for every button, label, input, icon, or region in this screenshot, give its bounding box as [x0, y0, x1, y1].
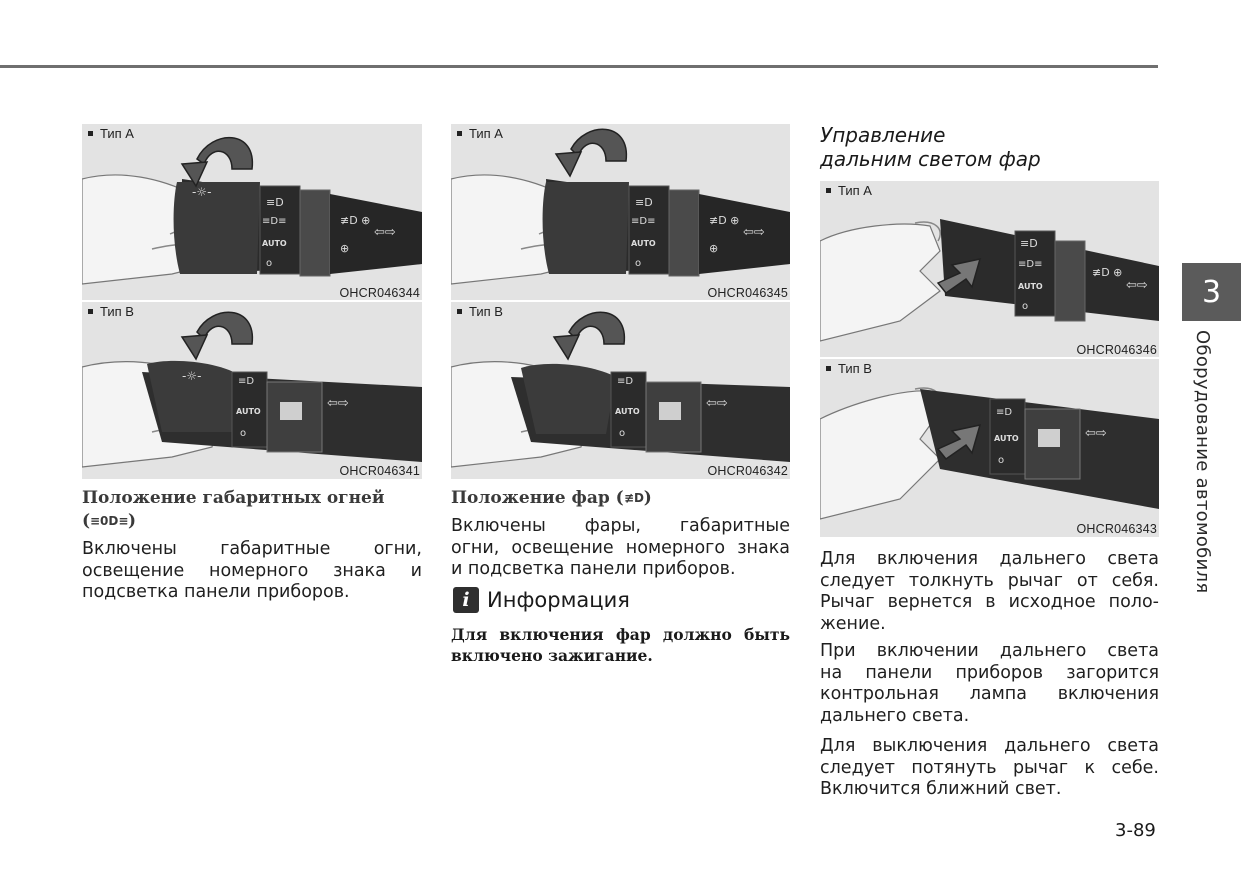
info-title: Информация: [487, 588, 630, 612]
svg-text:-☼-: -☼-: [192, 185, 212, 199]
svg-text:⊕: ⊕: [709, 242, 719, 255]
svg-text:≡D: ≡D: [996, 407, 1013, 418]
text-line: следует толкнуть рычаг от себя.: [820, 570, 1159, 591]
svg-text:≡D≡: ≡D≡: [1018, 259, 1043, 270]
svg-text:AUTO: AUTO: [615, 407, 640, 416]
svg-text:o: o: [619, 428, 626, 439]
heading-paren: ): [643, 488, 652, 508]
svg-text:≡D: ≡D: [617, 376, 634, 387]
position-lamp-icon: [90, 512, 128, 528]
headlamp-icon: [624, 489, 644, 505]
figure-type-b-headlamp: [451, 302, 790, 479]
title-line: дальним светом фар: [820, 147, 1041, 171]
text-line: Включены габаритные огни,: [82, 539, 422, 559]
svg-text:⇦⇨: ⇦⇨: [374, 225, 396, 240]
figure-type-a-high-beam: [820, 181, 1159, 358]
figure-code: OHCR046342: [707, 464, 788, 478]
title-line: Управление: [820, 123, 946, 147]
figure-code: OHCR046344: [339, 286, 420, 300]
stalk-illustration: [820, 359, 1159, 537]
svg-text:o: o: [1022, 301, 1029, 312]
heading-paren: (: [82, 511, 91, 531]
svg-text:≢D ⊕: ≢D ⊕: [340, 214, 371, 227]
text-line: следует потянуть рычаг к себе.: [820, 757, 1159, 778]
text-line: Включены фары, габаритные: [451, 516, 790, 536]
text-line: и подсветка панели приборов.: [451, 559, 736, 579]
section-heading-position-lamps: [82, 487, 422, 533]
figure-type-b-high-beam: [820, 359, 1159, 537]
svg-text:⇦⇨: ⇦⇨: [327, 396, 349, 411]
figure-code: OHCR046341: [339, 464, 420, 478]
text-line: Включится ближний свет.: [820, 779, 1062, 799]
svg-text:≡D≡: ≡D≡: [631, 216, 656, 227]
paragraph-high-beam-on: [820, 549, 1159, 635]
text-line: огни, освещение номерного знака: [451, 537, 790, 558]
svg-text:AUTO: AUTO: [1018, 282, 1043, 291]
figure-type-label: Тип A: [826, 183, 872, 198]
svg-text:⊕: ⊕: [340, 242, 350, 255]
svg-text:≢D ⊕: ≢D ⊕: [709, 214, 740, 227]
svg-text:-☼-: -☼-: [182, 369, 202, 383]
svg-text:≢D ⊕: ≢D ⊕: [1092, 266, 1123, 279]
svg-text:≡D: ≡D: [635, 196, 653, 209]
figure-type-a-headlamp: [451, 124, 790, 301]
rotate-arrow-icon: [556, 129, 626, 176]
paragraph-headlamps: [451, 516, 790, 581]
section-title-high-beam: [820, 123, 1041, 171]
rotate-arrow-icon: [554, 312, 624, 359]
figure-code: OHCR046343: [1076, 522, 1157, 536]
info-header: [453, 587, 630, 613]
section-heading-headlamps: [451, 487, 790, 510]
svg-text:≡D: ≡D: [238, 376, 255, 387]
stalk-illustration: [451, 302, 790, 479]
svg-text:o: o: [266, 258, 273, 269]
text-line: Для включения фар должно быть: [451, 625, 790, 644]
svg-text:⇦⇨: ⇦⇨: [743, 225, 765, 240]
heading-line: Положение габаритных огней: [82, 488, 385, 508]
svg-text:AUTO: AUTO: [994, 434, 1019, 443]
svg-text:o: o: [635, 258, 642, 269]
rotate-arrow-icon: [182, 138, 252, 186]
text-line: включено зажигание.: [451, 646, 653, 665]
svg-text:≢D: ≢D: [623, 491, 644, 505]
text-line: на панели приборов загорится: [820, 662, 1159, 683]
figure-code: OHCR046346: [1076, 343, 1157, 357]
svg-text:≡D: ≡D: [1020, 237, 1038, 250]
heading-text: Положение фар (: [451, 488, 624, 508]
svg-text:≡D≡: ≡D≡: [262, 216, 287, 227]
chapter-title: Оборудование автомобиля: [1192, 330, 1213, 594]
svg-text:o: o: [998, 455, 1005, 466]
svg-text:o: o: [240, 428, 247, 439]
text-line: Для включения дальнего света: [820, 549, 1159, 569]
svg-text:⇦⇨: ⇦⇨: [1126, 278, 1148, 293]
figure-code: OHCR046345: [707, 286, 788, 300]
stalk-illustration: [82, 124, 422, 301]
text-line: контрольная лампа включения: [820, 684, 1159, 704]
paragraph-high-beam-indicator: [820, 641, 1159, 727]
svg-text:⇦⇨: ⇦⇨: [1085, 426, 1107, 441]
figure-type-label: Тип A: [457, 126, 503, 141]
svg-text:AUTO: AUTO: [236, 407, 261, 416]
svg-text:≡D: ≡D: [266, 196, 284, 209]
heading-paren: ): [128, 511, 137, 531]
text-line: дальнего света.: [820, 705, 970, 726]
svg-text:⇦⇨: ⇦⇨: [706, 396, 728, 411]
svg-text:AUTO: AUTO: [631, 239, 656, 248]
top-rule: [0, 65, 1158, 68]
text-line: жение.: [820, 613, 886, 634]
figure-type-label: Тип A: [88, 126, 134, 141]
page-number: 3-89: [1115, 820, 1156, 841]
figure-type-b-position-lamp: [82, 302, 422, 479]
text-line: Рычаг вернется в исходное поло-: [820, 592, 1159, 612]
stalk-illustration: [451, 124, 790, 301]
text-line: Для выключения дальнего света: [820, 736, 1159, 756]
svg-text:AUTO: AUTO: [262, 239, 287, 248]
figure-type-label: Тип B: [826, 361, 872, 376]
rotate-arrow-icon: [182, 312, 252, 359]
info-note: [451, 624, 790, 666]
figure-type-label: Тип B: [457, 304, 503, 319]
info-icon: i: [453, 587, 479, 613]
heading-line: [82, 510, 422, 533]
stalk-illustration: [820, 181, 1159, 358]
text-line: При включении дальнего света: [820, 641, 1159, 661]
paragraph-position-lamps: [82, 539, 422, 604]
chapter-tab: 3: [1182, 263, 1241, 321]
figure-type-label: Тип B: [88, 304, 134, 319]
figure-type-a-position-lamp: [82, 124, 422, 301]
stalk-illustration: [82, 302, 422, 479]
svg-text:≡0D≡: ≡0D≡: [90, 514, 129, 528]
paragraph-high-beam-off: [820, 736, 1159, 801]
text-line: подсветка панели приборов.: [82, 582, 350, 602]
text-line: освещение номерного знака и: [82, 560, 422, 581]
